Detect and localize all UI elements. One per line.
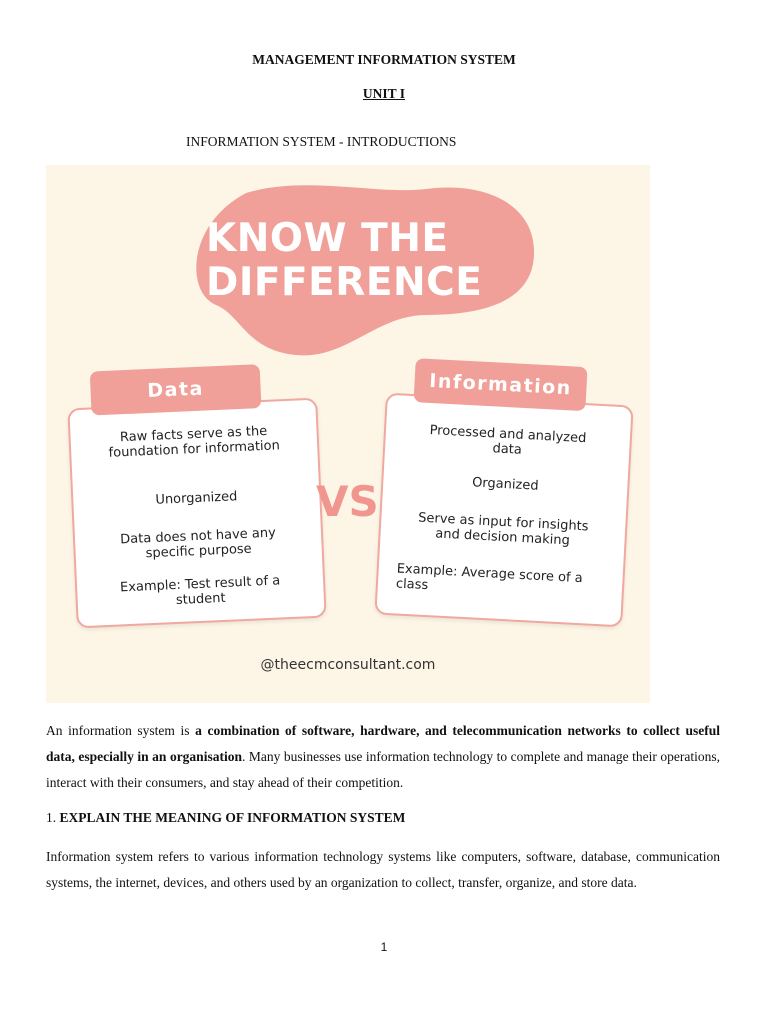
intro-text-end: . Many businesses use information technology to complete and manage their operations, interact with their consumers, and stay ahead of their competition. (46, 749, 720, 790)
data-point-2: Unorganized (155, 489, 238, 508)
infographic-title (206, 217, 506, 305)
information-card (374, 369, 633, 628)
document-title: MANAGEMENT INFORMATION SYSTEM (252, 52, 516, 67)
info-point-3: Serve as input for insights and decision making (417, 510, 589, 549)
title-line-1: KNOW THE (206, 216, 449, 261)
data-card (67, 377, 326, 629)
info-point-2: Organized (471, 475, 539, 494)
page-number: 1 (380, 940, 388, 954)
information-card-label: Information (414, 358, 588, 411)
unit-heading: UNIT I (362, 86, 406, 101)
section-heading-1 (46, 810, 405, 826)
section-subtitle: INFORMATION SYSTEM - INTRODUCTIONS (186, 134, 457, 149)
data-card-label: Data (90, 364, 262, 415)
heading-number: 1. (46, 810, 60, 825)
heading-text: EXPLAIN THE MEANING OF INFORMATION SYSTEM (59, 810, 406, 825)
info-point-4: Example: Average score of a class (395, 561, 584, 594)
source-handle: @theecmconsultant.com (260, 657, 436, 673)
intro-bold-definition: a combination of software, hardware, and telecommunication networks to collect useful data, especially in an organisation (46, 723, 720, 764)
data-point-4: Example: Test result of a student (119, 573, 281, 608)
intro-text-start: An information system is (46, 723, 196, 738)
info-point-1: Processed and analyzed data (429, 423, 587, 458)
know-the-difference-infographic (46, 165, 650, 703)
intro-paragraph (46, 718, 720, 796)
data-point-3: Data does not have any specific purpose (119, 525, 277, 562)
data-point-1: Raw facts serve as the foundation for information (108, 423, 281, 461)
meaning-paragraph: Information system refers to various information technology systems like computers, software, database, communication systems, the internet, devices, and others used by an organization to collect, transfer, organize, and store data. (46, 849, 720, 890)
title-line-2: DIFFERENCE (206, 260, 483, 305)
versus-label: VS (316, 477, 379, 526)
